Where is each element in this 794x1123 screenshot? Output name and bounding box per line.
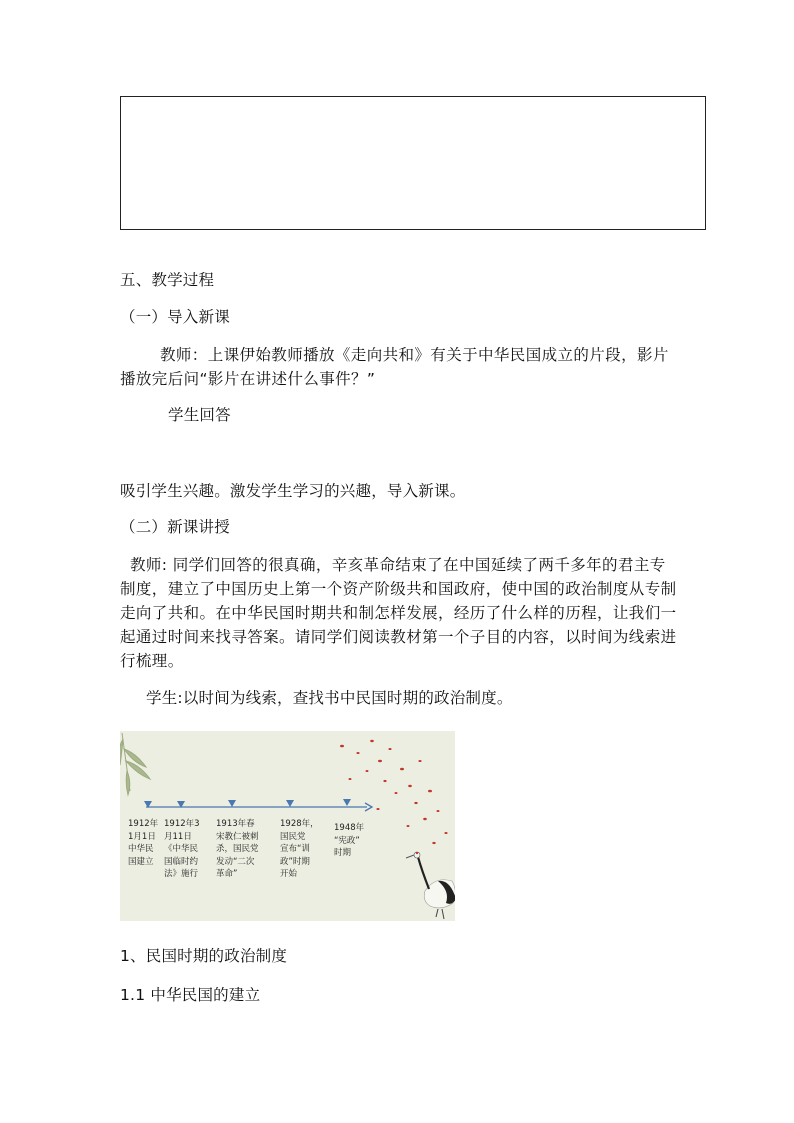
crane-icon xyxy=(406,852,455,919)
timeline-event-1928: 1928年， 国民党 宣布“训 政”时期 开始 xyxy=(280,819,319,879)
design-intent-text: 吸引学生兴趣。激发学生学习的兴趣，导入新课。 xyxy=(120,482,466,500)
student-answer: 学生回答 xyxy=(168,406,231,424)
heading-founding-roc: 1.1 中华民国的建立 xyxy=(120,986,261,1004)
subheading-intro: （一）导入新课 xyxy=(120,308,230,326)
timeline-event-1913: 1913年春 宋教仁被刺 杀，国民党 发动“二次 革命” xyxy=(216,819,259,879)
timeline-event-1912-mar: 1912年3 月11日 《中华民 国临时约 法》施行 xyxy=(164,819,200,879)
empty-table-box xyxy=(120,96,706,230)
section-heading-teaching-process: 五、教学过程 xyxy=(120,271,215,289)
teacher-paragraph-intro: 教师：上课伊始教师播放《走向共和》有关于中华民国成立的片段，影片播放完后问“影片在讲述什么事件？” xyxy=(120,346,669,388)
bamboo-leaves-icon xyxy=(120,733,150,795)
timeline-event-1948: 1948年 “宪政” 时期 xyxy=(334,823,365,858)
heading-political-system: 1、民国时期的政治制度 xyxy=(120,947,288,965)
subheading-new-lesson: （二）新课讲授 xyxy=(120,518,230,536)
timeline-event-1912-jan: 1912年 1月1日 中华民 国建立 xyxy=(128,819,159,867)
teacher-paragraph-lesson: 教师: 同学们回答的很真确，辛亥革命结束了在中国延续了两千多年的君主专制度，建立了中国历史上第一个资产阶级共和国政府，使中国的政治制度从专制走向了共和。在中华民国时期共和制怎样发展，经历了什么样的历程，让我们一起通过时间来找寻答案。请同学们阅读教材第一个子目的内容，以时间为线索进行梳理。 xyxy=(120,556,677,670)
student-paragraph: 学生:以时间为线索，查找书中民国时期的政治制度。 xyxy=(146,689,513,707)
timeline-image xyxy=(120,731,455,921)
